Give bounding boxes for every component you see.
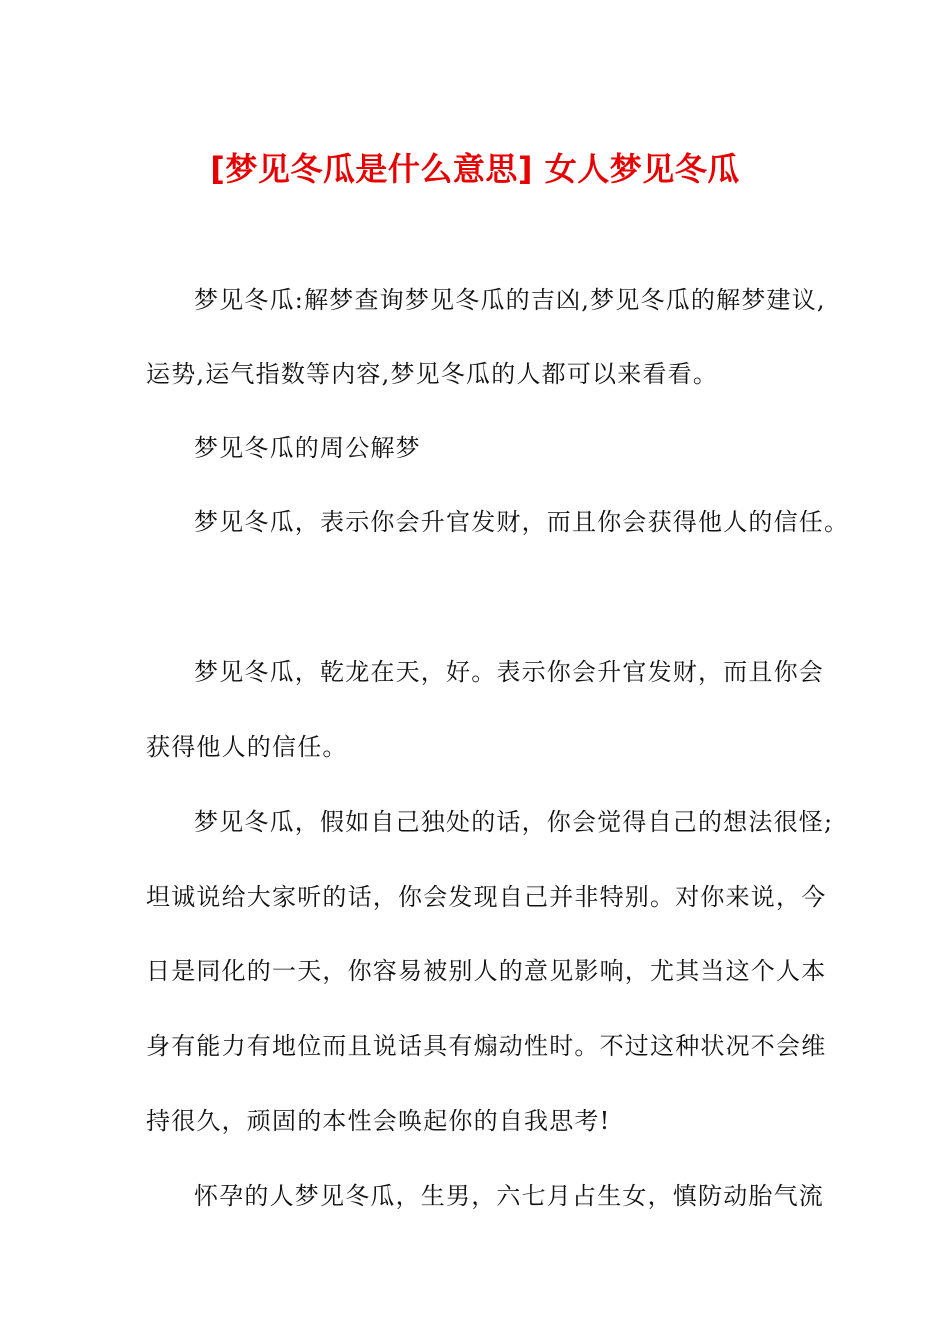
- paragraph-line: 持很久，顽固的本性会唤起你的自我思考!: [146, 1107, 611, 1135]
- paragraph-line: 怀孕的人梦见冬瓜，生男，六七月占生女，慎防动胎气流: [194, 1182, 824, 1210]
- paragraph-line: 身有能力有地位而且说话具有煽动性时。不过这种状况不会维: [146, 1032, 827, 1060]
- paragraph-line: 梦见冬瓜，乾龙在天，好。表示你会升官发财，而且你会: [194, 658, 824, 686]
- paragraph-line: 梦见冬瓜:解梦查询梦见冬瓜的吉凶,梦见冬瓜的解梦建议,: [194, 286, 826, 314]
- paragraph-line: 梦见冬瓜，表示你会升官发财，而且你会获得他人的信任。: [194, 508, 850, 536]
- paragraph-line: 梦见冬瓜，假如自己独处的话，你会觉得自己的想法很怪;: [194, 808, 834, 836]
- paragraph-line: 运势,运气指数等内容,梦见冬瓜的人都可以来看看。: [146, 360, 719, 388]
- paragraph-line: 日是同化的一天，你容易被别人的意见影响，尤其当这个人本: [146, 957, 827, 985]
- paragraph-line: 获得他人的信任。: [146, 733, 348, 761]
- section-heading: 梦见冬瓜的周公解梦: [194, 434, 421, 462]
- paragraph-line: 坦诚说给大家听的话，你会发现自己并非特别。对你来说，今: [146, 883, 827, 911]
- document-title: [梦见冬瓜是什么意思] 女人梦见冬瓜: [210, 150, 740, 188]
